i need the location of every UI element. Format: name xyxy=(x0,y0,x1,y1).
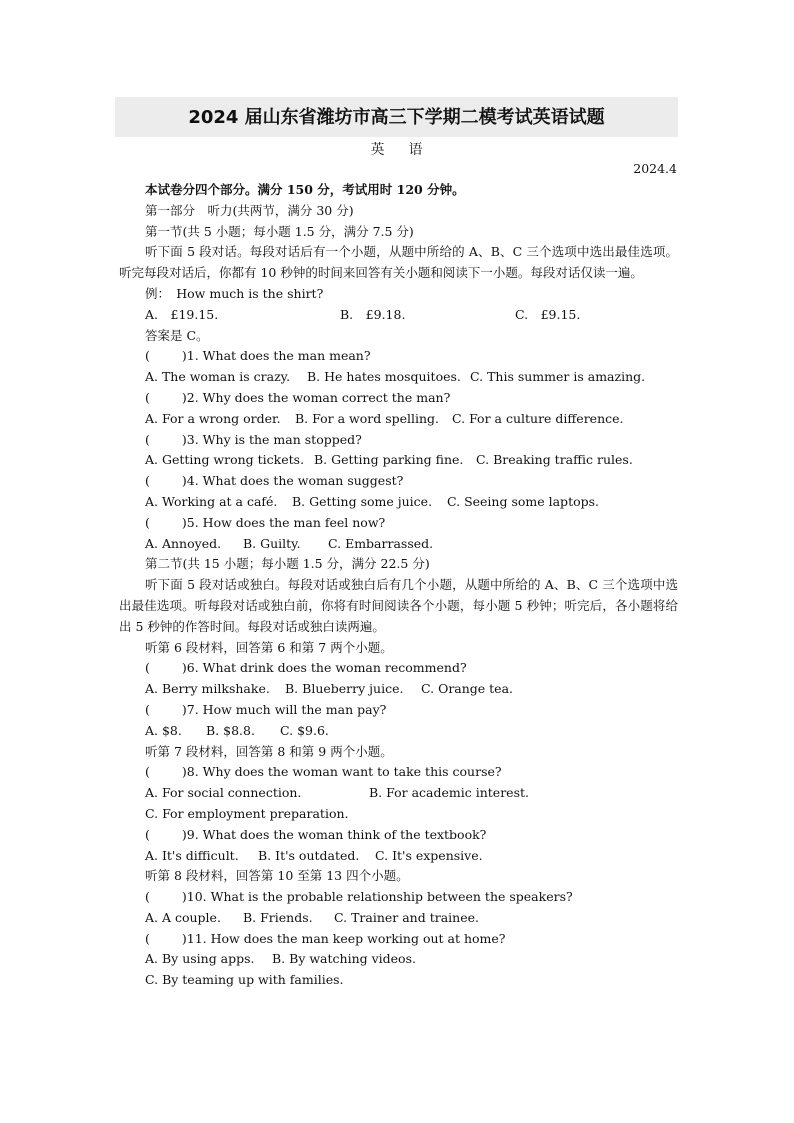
answer-paren: ( xyxy=(145,389,150,405)
option-b[interactable]: B. He hates mosquitoes. xyxy=(307,369,461,385)
question-10-options xyxy=(145,908,678,929)
option-a[interactable]: A. Getting wrong tickets. xyxy=(145,452,305,468)
option-b[interactable]: B. For a word spelling. xyxy=(295,410,440,426)
option-c[interactable]: C. By teaming up with families. xyxy=(145,972,344,988)
question-7-options xyxy=(145,721,678,742)
option-a[interactable]: A. $8. xyxy=(145,722,182,738)
example-answer: 答案是 C。 xyxy=(145,327,209,343)
question-2-options xyxy=(145,409,678,430)
answer-paren: ( xyxy=(145,889,150,905)
option-a[interactable]: A. For social connection. xyxy=(145,785,302,801)
question-9-options xyxy=(145,846,678,867)
question-text: )3. Why is the man stopped? xyxy=(181,431,362,447)
answer-paren: ( xyxy=(145,473,150,489)
example-option-b: B. £9.18. xyxy=(340,306,406,322)
material-7-note: 听第 7 段材料，回答第 8 和第 9 两个小题。 xyxy=(145,743,393,759)
option-a[interactable]: A. For a wrong order. xyxy=(145,410,281,426)
question-10 xyxy=(145,887,678,908)
option-a[interactable]: A. By using apps. xyxy=(145,951,255,967)
example-question: 例： How much is the shirt? xyxy=(145,285,324,301)
answer-paren: ( xyxy=(145,514,150,530)
question-text: )1. What does the man mean? xyxy=(181,348,371,364)
option-c[interactable]: C. Embarrassed. xyxy=(328,535,434,551)
option-c[interactable]: C. $9.6. xyxy=(280,722,329,738)
option-a[interactable]: A. Berry milkshake. xyxy=(145,681,270,697)
option-a[interactable]: A. It's difficult. xyxy=(145,847,239,863)
section1-instructions: 听下面 5 段对话。每段对话后有一个小题，从题中所给的 A、B、C 三个选项中选出最佳选项。听完每段对话后，你都有 10 秒钟的时间来回答有关小题和阅读下一小题。每段对话仅读一遍。 xyxy=(119,244,678,281)
question-5-options xyxy=(145,534,678,555)
page-title: 2024 届山东省潍坊市高三下学期二模考试英语试题 xyxy=(188,107,605,128)
question-11-options-row2 xyxy=(145,970,678,991)
question-11-options-row1 xyxy=(145,949,678,970)
option-a[interactable]: A. A couple. xyxy=(145,909,221,925)
option-b[interactable]: B. By watching videos. xyxy=(272,951,416,967)
answer-paren: ( xyxy=(145,431,150,447)
option-b[interactable]: B. Getting parking fine. xyxy=(314,452,464,468)
option-a[interactable]: A. Working at a café. xyxy=(145,493,278,509)
material-6-note: 听第 6 段材料，回答第 6 和第 7 两个小题。 xyxy=(145,639,393,655)
question-8 xyxy=(145,762,678,783)
question-8-options-row1 xyxy=(145,783,678,804)
question-text: )11. How does the man keep working out at home? xyxy=(181,930,506,946)
question-1 xyxy=(145,346,678,367)
question-text: )6. What drink does the woman recommend? xyxy=(181,660,467,676)
option-b[interactable]: B. Getting some juice. xyxy=(292,493,433,509)
question-text: )4. What does the woman suggest? xyxy=(181,473,404,489)
question-6-options xyxy=(145,679,678,700)
option-c[interactable]: C. For employment preparation. xyxy=(145,805,349,821)
question-text: )5. How does the man feel now? xyxy=(181,514,386,530)
option-b[interactable]: B. For academic interest. xyxy=(369,785,529,801)
subject-label: 英语 xyxy=(370,142,447,158)
option-b[interactable]: B. Friends. xyxy=(243,909,313,925)
question-1-options xyxy=(145,367,678,388)
answer-paren: ( xyxy=(145,348,150,364)
question-text: )9. What does the woman think of the textbook? xyxy=(181,826,487,842)
answer-paren: ( xyxy=(145,826,150,842)
question-7 xyxy=(145,700,678,721)
option-c[interactable]: C. Trainer and trainee. xyxy=(334,909,479,925)
section2-heading: 第二节(共 15 小题；每小题 1.5 分，满分 22.5 分) xyxy=(145,556,430,572)
material-8-note: 听第 8 段材料，回答第 10 至第 13 四个小题。 xyxy=(145,868,409,884)
exam-content xyxy=(119,180,678,991)
part1-heading: 第一部分 听力(共两节，满分 30 分) xyxy=(145,202,354,218)
answer-paren: ( xyxy=(145,701,150,717)
example-option-a: A. £19.15. xyxy=(145,306,219,322)
option-b[interactable]: B. Guilty. xyxy=(243,535,301,551)
question-5 xyxy=(145,513,678,534)
question-text: )7. How much will the man pay? xyxy=(181,701,387,717)
answer-paren: ( xyxy=(145,660,150,676)
option-a[interactable]: A. Annoyed. xyxy=(145,535,222,551)
question-8-options-row2 xyxy=(145,804,678,825)
option-b[interactable]: B. It's outdated. xyxy=(258,847,360,863)
example-options xyxy=(145,305,678,326)
question-4-options xyxy=(145,492,678,513)
section2-instructions: 听下面 5 段对话或独白。每段对话或独白后有几个小题，从题中所给的 A、B、C 三个选项中选出最佳选项。听每段对话或独白前，你将有时间阅读各个小题，每小题 5 秒钟；听完后，各小题将给出 5 秒钟的作答时间。每段对话或独白读两遍。 xyxy=(119,577,678,634)
option-c[interactable]: C. It's expensive. xyxy=(375,847,483,863)
question-text: )2. Why does the woman correct the man? xyxy=(181,389,451,405)
intro-line: 本试卷分四个部分。满分 150 分，考试用时 120 分钟。 xyxy=(145,182,465,197)
question-text: )10. What is the probable relationship between the speakers? xyxy=(181,889,573,905)
answer-paren: ( xyxy=(145,764,150,780)
question-4 xyxy=(145,471,678,492)
section1-heading: 第一节(共 5 小题；每小题 1.5 分，满分 7.5 分) xyxy=(145,223,414,239)
question-3-options xyxy=(145,450,678,471)
question-11 xyxy=(145,929,678,950)
example-option-c: C. £9.15. xyxy=(515,306,581,322)
option-c[interactable]: C. Seeing some laptops. xyxy=(447,493,600,509)
answer-paren: ( xyxy=(145,930,150,946)
option-c[interactable]: C. Orange tea. xyxy=(421,681,514,697)
option-c[interactable]: C. Breaking traffic rules. xyxy=(476,452,633,468)
option-b[interactable]: B. $8.8. xyxy=(206,722,255,738)
exam-date: 2024.4 xyxy=(633,161,677,176)
question-6 xyxy=(145,658,678,679)
question-2 xyxy=(145,388,678,409)
question-9 xyxy=(145,825,678,846)
option-a[interactable]: A. The woman is crazy. xyxy=(145,369,291,385)
option-b[interactable]: B. Blueberry juice. xyxy=(285,681,404,697)
question-3 xyxy=(145,430,678,451)
option-c[interactable]: C. For a culture difference. xyxy=(452,410,624,426)
option-c[interactable]: C. This summer is amazing. xyxy=(470,369,646,385)
question-text: )8. Why does the woman want to take this course? xyxy=(181,764,502,780)
